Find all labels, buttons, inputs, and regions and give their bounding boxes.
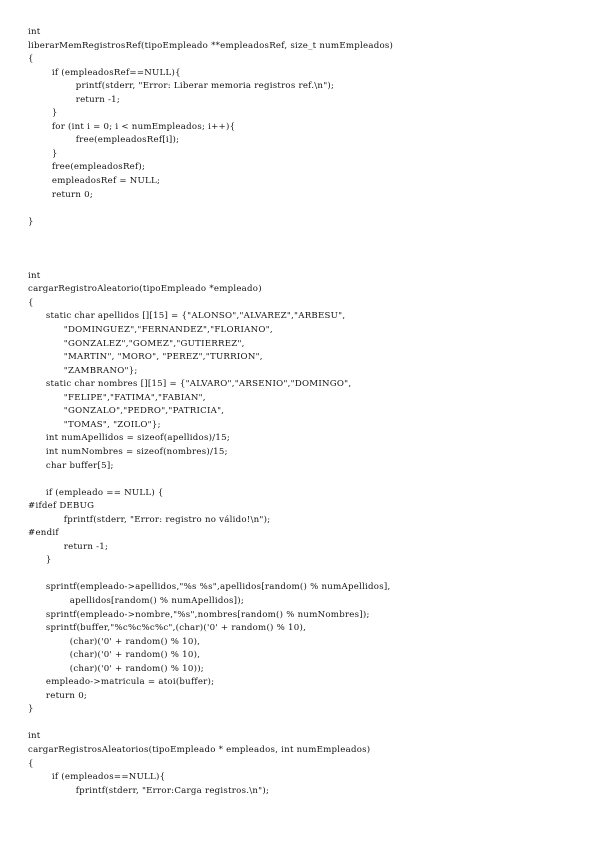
code-line: }	[28, 148, 58, 159]
code-line: empleadosRef = NULL;	[28, 176, 161, 187]
code-line: {	[28, 54, 34, 65]
code-line: int numNombres = sizeof(nombres)/15;	[28, 446, 228, 457]
code-line: if (empleadosRef==NULL){	[28, 67, 181, 78]
code-line: sprintf(buffer,"%c%c%c%c",(char)('0' + random() % 10),	[28, 623, 307, 634]
code-line: #ifdef DEBUG	[28, 501, 95, 512]
code-line: fprintf(stderr, "Error: registro no válido!\n");	[28, 514, 271, 525]
code-line: int	[28, 731, 41, 742]
code-line: (char)('0' + random() % 10));	[28, 663, 204, 674]
code-line: }	[28, 216, 34, 227]
code-line: char buffer[5];	[28, 460, 114, 471]
code-line: {	[28, 297, 34, 308]
code-line: liberarMemRegistrosRef(tipoEmpleado **empleadosRef, size_t numEmpleados)	[28, 40, 394, 51]
code-line: fprintf(stderr, "Error:Carga registros.\n");	[28, 785, 270, 796]
code-listing	[28, 26, 588, 798]
code-line: (char)('0' + random() % 10),	[28, 650, 201, 661]
code-line: }	[28, 704, 34, 715]
code-line: "GONZALO","PEDRO","PATRICIA",	[28, 406, 225, 417]
code-line: empleado->matricula = atoi(buffer);	[28, 677, 215, 688]
code-line	[28, 243, 588, 257]
code-line: int	[28, 270, 41, 281]
code-line: for (int i = 0; i < numEmpleados; i++){	[28, 121, 236, 132]
code-line: static char apellidos [][15] = {"ALONSO","ALVAREZ","ARBESU",	[28, 311, 346, 322]
code-line: }	[28, 555, 52, 566]
code-line: "FELIPE","FATIMA","FABIAN",	[28, 392, 206, 403]
code-line: static char nombres [][15] = {"ALVARO","ARSENIO","DOMINGO",	[28, 379, 352, 390]
code-line: apellidos[random() % numApellidos]);	[28, 595, 245, 606]
code-line: return 0;	[28, 189, 94, 200]
code-line: sprintf(empleado->nombre,"%s",nombres[random() % numNombres]);	[28, 609, 370, 620]
code-line	[28, 256, 588, 270]
code-line	[28, 568, 588, 582]
code-line: #endif	[28, 528, 59, 539]
code-line: return 0;	[28, 690, 88, 701]
code-line: sprintf(empleado->apellidos,"%s %s",apellidos[random() % numApellidos],	[28, 582, 391, 593]
code-line: {	[28, 758, 34, 769]
code-line: int numApellidos = sizeof(apellidos)/15;	[28, 433, 230, 444]
code-line	[28, 229, 588, 243]
code-line: "GONZALEZ","GOMEZ","GUTIERREZ",	[28, 338, 245, 349]
code-line: "TOMAS", "ZOILO"};	[28, 419, 161, 430]
code-line	[28, 473, 588, 487]
code-line: "MARTIN", "MORO", "PEREZ","TURRION",	[28, 352, 263, 363]
code-line: free(empleadosRef);	[28, 162, 146, 173]
code-line: cargarRegistrosAleatorios(tipoEmpleado * empleados, int numEmpleados)	[28, 744, 371, 755]
code-line: "DOMINGUEZ","FERNANDEZ","FLORIANO",	[28, 325, 273, 336]
code-line: "ZAMBRANO"};	[28, 365, 138, 376]
code-line: printf(stderr, "Error: Liberar memoria registros ref.\n");	[28, 81, 335, 92]
code-line: return -1;	[28, 541, 109, 552]
code-line: int	[28, 27, 41, 37]
code-line: }	[28, 108, 58, 119]
code-line: if (empleado == NULL) {	[28, 487, 164, 498]
code-line: (char)('0' + random() % 10),	[28, 636, 201, 647]
code-line	[28, 202, 588, 216]
code-line: free(empleadosRef[i]);	[28, 135, 180, 146]
code-line: return -1;	[28, 94, 121, 105]
code-line: if (empleados==NULL){	[28, 772, 166, 783]
code-line: cargarRegistroAleatorio(tipoEmpleado *empleado)	[28, 284, 262, 295]
code-line	[28, 717, 588, 731]
